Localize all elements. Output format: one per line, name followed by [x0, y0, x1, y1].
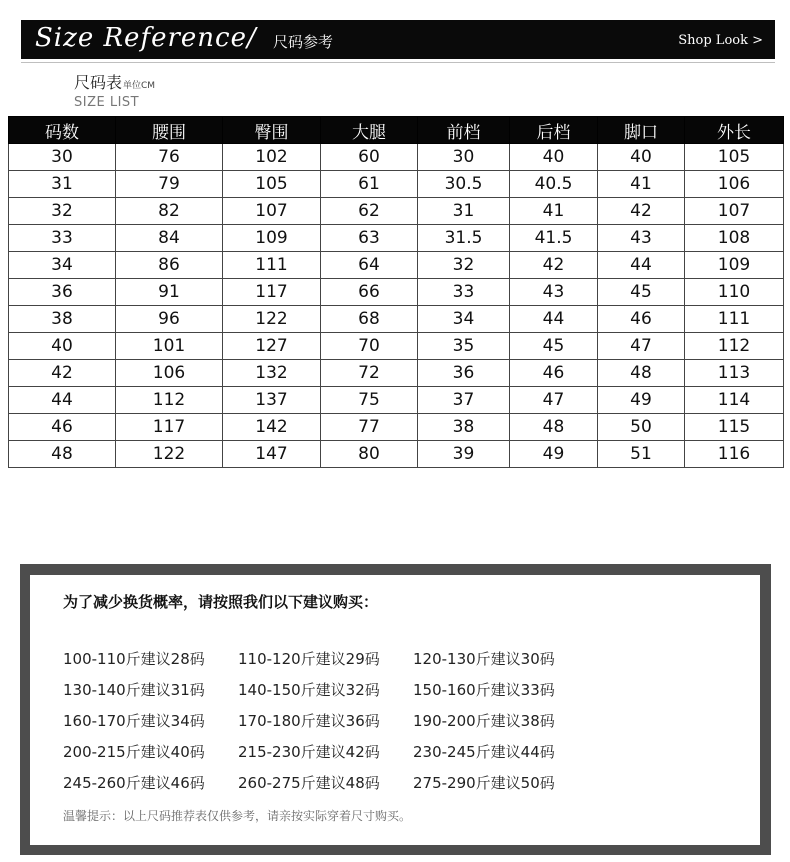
column-header: 臀围	[223, 117, 321, 144]
page-title: Size Reference/	[35, 23, 257, 53]
shop-look-link[interactable]: Shop Look >	[678, 33, 763, 48]
table-cell: 47	[598, 333, 685, 360]
advice-item: 150-160斤建议33码	[413, 681, 555, 699]
table-cell: 41	[598, 171, 685, 198]
table-cell: 80	[321, 441, 418, 468]
table-cell: 111	[223, 252, 321, 279]
size-list-unit: 单位CM	[123, 81, 156, 91]
advice-item: 110-120斤建议29码	[238, 650, 380, 668]
table-cell: 34	[418, 306, 510, 333]
size-list-heading	[74, 70, 155, 110]
table-cell: 41.5	[510, 225, 598, 252]
header-bar	[21, 20, 775, 59]
table-cell: 36	[9, 279, 116, 306]
table-cell: 137	[223, 387, 321, 414]
table-cell: 41	[510, 198, 598, 225]
table-cell: 43	[510, 279, 598, 306]
table-cell: 30	[418, 144, 510, 171]
advice-row	[63, 772, 588, 803]
table-cell: 32	[9, 198, 116, 225]
table-cell: 38	[9, 306, 116, 333]
table-cell: 49	[510, 441, 598, 468]
advice-row	[63, 710, 588, 741]
column-header: 后档	[510, 117, 598, 144]
advice-grid	[63, 648, 588, 803]
table-cell: 32	[418, 252, 510, 279]
table-cell: 50	[598, 414, 685, 441]
table-cell: 47	[510, 387, 598, 414]
advice-item: 190-200斤建议38码	[413, 712, 555, 730]
table-cell: 107	[223, 198, 321, 225]
table-cell: 44	[510, 306, 598, 333]
table-cell: 40	[510, 144, 598, 171]
size-table	[8, 116, 784, 468]
table-cell: 75	[321, 387, 418, 414]
table-cell: 101	[116, 333, 223, 360]
table-cell: 62	[321, 198, 418, 225]
advice-item: 170-180斤建议36码	[238, 712, 380, 730]
table-cell: 39	[418, 441, 510, 468]
table-cell: 38	[418, 414, 510, 441]
table-cell: 147	[223, 441, 321, 468]
table-cell: 51	[598, 441, 685, 468]
table-cell: 42	[9, 360, 116, 387]
column-header: 大腿	[321, 117, 418, 144]
table-cell: 48	[510, 414, 598, 441]
table-cell: 112	[685, 333, 784, 360]
table-cell: 86	[116, 252, 223, 279]
table-cell: 82	[116, 198, 223, 225]
column-header: 脚口	[598, 117, 685, 144]
table-cell: 40	[9, 333, 116, 360]
table-cell: 70	[321, 333, 418, 360]
page-title-cn: 尺码参考	[273, 33, 334, 51]
advice-item: 130-140斤建议31码	[63, 681, 205, 699]
advice-row	[63, 741, 588, 772]
table-cell: 48	[598, 360, 685, 387]
size-list-title-en: SIZE LIST	[74, 95, 140, 110]
table-cell: 43	[598, 225, 685, 252]
table-cell: 105	[685, 144, 784, 171]
advice-item: 120-130斤建议30码	[413, 650, 555, 668]
table-cell: 63	[321, 225, 418, 252]
table-cell: 46	[9, 414, 116, 441]
table-cell: 44	[598, 252, 685, 279]
table-row	[9, 414, 784, 441]
advice-item: 160-170斤建议34码	[63, 712, 205, 730]
table-cell: 105	[223, 171, 321, 198]
table-cell: 46	[510, 360, 598, 387]
advice-row	[63, 648, 588, 679]
table-row	[9, 387, 784, 414]
table-cell: 40.5	[510, 171, 598, 198]
advice-item: 245-260斤建议46码	[63, 774, 205, 792]
table-cell: 31	[9, 171, 116, 198]
table-cell: 112	[116, 387, 223, 414]
table-cell: 113	[685, 360, 784, 387]
table-cell: 117	[223, 279, 321, 306]
table-cell: 72	[321, 360, 418, 387]
table-cell: 114	[685, 387, 784, 414]
table-cell: 64	[321, 252, 418, 279]
table-cell: 106	[685, 171, 784, 198]
table-row	[9, 144, 784, 171]
table-cell: 77	[321, 414, 418, 441]
table-cell: 42	[598, 198, 685, 225]
table-row	[9, 306, 784, 333]
table-cell: 33	[418, 279, 510, 306]
table-cell: 42	[510, 252, 598, 279]
table-cell: 30	[9, 144, 116, 171]
table-row	[9, 333, 784, 360]
column-header: 前档	[418, 117, 510, 144]
table-cell: 31	[418, 198, 510, 225]
table-cell: 110	[685, 279, 784, 306]
table-cell: 61	[321, 171, 418, 198]
advice-item: 260-275斤建议48码	[238, 774, 380, 792]
table-cell: 127	[223, 333, 321, 360]
table-cell: 111	[685, 306, 784, 333]
advice-row	[63, 679, 588, 710]
table-row	[9, 441, 784, 468]
table-cell: 122	[223, 306, 321, 333]
table-cell: 35	[418, 333, 510, 360]
table-cell: 33	[9, 225, 116, 252]
table-row	[9, 171, 784, 198]
table-cell: 30.5	[418, 171, 510, 198]
table-cell: 109	[685, 252, 784, 279]
table-cell: 34	[9, 252, 116, 279]
table-cell: 31.5	[418, 225, 510, 252]
table-cell: 66	[321, 279, 418, 306]
table-cell: 109	[223, 225, 321, 252]
advice-title: 为了减少换货概率，请按照我们以下建议购买：	[63, 593, 379, 611]
table-cell: 76	[116, 144, 223, 171]
table-cell: 142	[223, 414, 321, 441]
column-header: 外长	[685, 117, 784, 144]
table-cell: 79	[116, 171, 223, 198]
size-table-body	[9, 144, 784, 468]
table-cell: 116	[685, 441, 784, 468]
table-cell: 107	[685, 198, 784, 225]
advice-item: 275-290斤建议50码	[413, 774, 555, 792]
table-row	[9, 198, 784, 225]
advice-item: 100-110斤建议28码	[63, 650, 205, 668]
table-cell: 102	[223, 144, 321, 171]
table-row	[9, 279, 784, 306]
table-cell: 40	[598, 144, 685, 171]
table-cell: 45	[510, 333, 598, 360]
table-cell: 68	[321, 306, 418, 333]
table-cell: 91	[116, 279, 223, 306]
table-cell: 48	[9, 441, 116, 468]
advice-item: 140-150斤建议32码	[238, 681, 380, 699]
column-header: 腰围	[116, 117, 223, 144]
size-list-title: 尺码表	[74, 73, 123, 92]
table-cell: 132	[223, 360, 321, 387]
advice-item: 215-230斤建议42码	[238, 743, 380, 761]
table-cell: 44	[9, 387, 116, 414]
table-cell: 46	[598, 306, 685, 333]
table-cell: 117	[116, 414, 223, 441]
table-cell: 108	[685, 225, 784, 252]
column-header: 码数	[9, 117, 116, 144]
table-cell: 96	[116, 306, 223, 333]
table-cell: 122	[116, 441, 223, 468]
table-cell: 45	[598, 279, 685, 306]
table-cell: 84	[116, 225, 223, 252]
header-divider	[21, 62, 775, 63]
table-row	[9, 360, 784, 387]
table-cell: 115	[685, 414, 784, 441]
table-row	[9, 252, 784, 279]
table-cell: 36	[418, 360, 510, 387]
table-cell: 49	[598, 387, 685, 414]
table-cell: 37	[418, 387, 510, 414]
advice-tip: 温馨提示：以上尺码推荐表仅供参考，请亲按实际穿着尺寸购买。	[63, 809, 412, 823]
table-cell: 106	[116, 360, 223, 387]
table-row	[9, 225, 784, 252]
size-table-header	[9, 117, 784, 144]
advice-item: 200-215斤建议40码	[63, 743, 205, 761]
table-cell: 60	[321, 144, 418, 171]
advice-item: 230-245斤建议44码	[413, 743, 555, 761]
